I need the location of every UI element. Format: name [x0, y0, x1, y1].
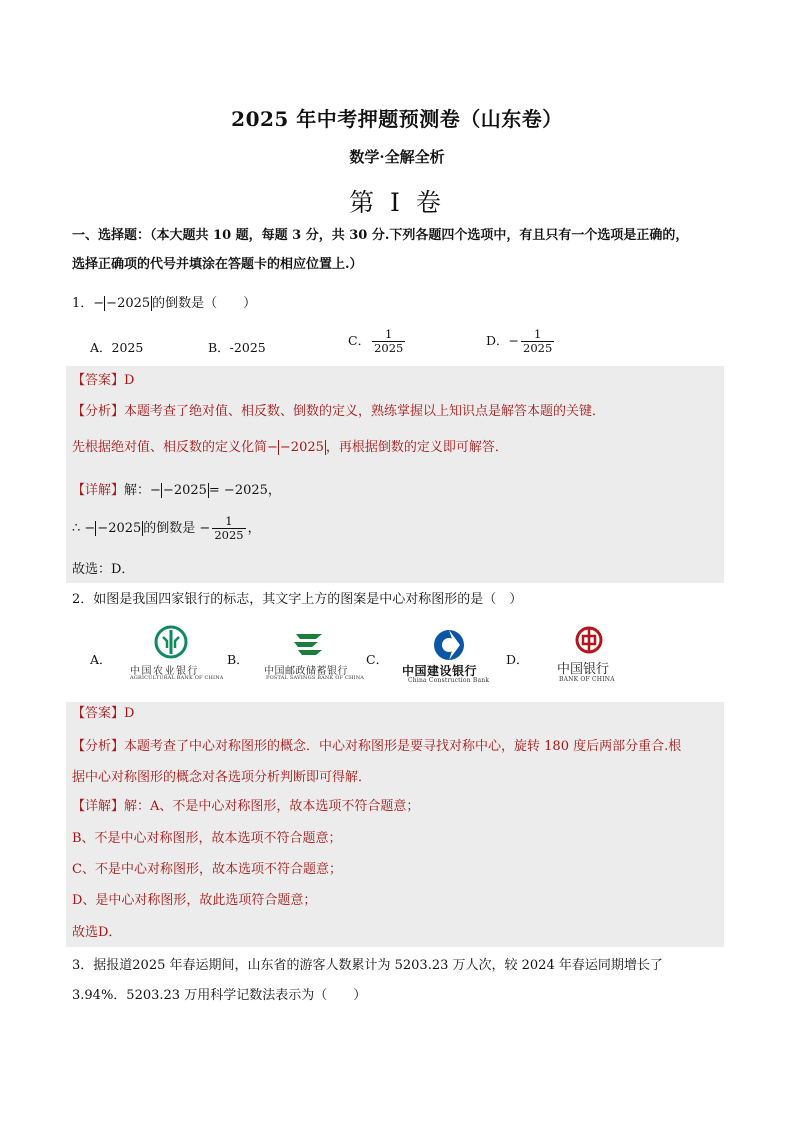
boc-logo-icon — [575, 626, 603, 654]
q2-analysis-2: 据中心对称图形的概念对各选项分析判断即可得解． — [72, 770, 372, 785]
q2-label-d: D． — [506, 652, 529, 667]
volume-heading: 第 I 卷 — [349, 188, 445, 217]
q2-detail-3: C、不是中心对称图形，故本选项不符合题意； — [72, 862, 342, 877]
q3-stem-line1: 3．据报道2025 年春运期间，山东省的游客人数累计为 5203.23 万人次，较 2024 年春运同期增长了 — [72, 958, 663, 973]
abc-logo-name: 中国农业银行 — [130, 666, 199, 677]
q1-option-d: D．− $\frac{1}{2025}$ — [486, 327, 553, 355]
abc-logo-sub: AGRICULTURAL BANK OF CHINA — [130, 675, 224, 681]
abc-logo-icon — [153, 624, 189, 660]
q2-detail-2: B、不是中心对称图形，故本选项不符合题意； — [72, 831, 342, 846]
q1-option-d-fraction: $\frac{1}{2025}$ — [523, 327, 553, 355]
ccb-logo-icon — [432, 628, 466, 662]
q3-stem-line2: 3.94%．5203.23 万用科学记数法表示为（ ） — [72, 988, 367, 1003]
q1-abs-value: −2025 — [106, 296, 151, 311]
q2-label-c: C． — [366, 652, 389, 667]
q2-label-a: A． — [90, 652, 112, 667]
q1-solution-box — [66, 366, 724, 583]
section-instructions-line1: 一、选择题：（本大题共 10 题，每题 3 分，共 30 分.下列各题四个选项中，有且只有一个选项是正确的， — [72, 228, 689, 243]
section-instructions-line2: 选择正确项的代号并填涂在答题卡的相应位置上.） — [72, 257, 363, 272]
q1-option-a: A．2025 — [90, 340, 144, 355]
q2-conclusion: 故选D． — [72, 925, 122, 940]
boc-logo-sub: BANK OF CHINA — [559, 676, 615, 683]
q1-detail-2: ∴ − −2025 的倒数是 − $\frac{1}{2025}$ ， — [72, 514, 261, 542]
q1-option-b: B．-2025 — [208, 340, 266, 355]
q2-detail-4: D、是中心对称图形，故此选项符合题意； — [72, 893, 317, 908]
ccb-logo-name: 中国建设银行 — [402, 664, 478, 678]
q2-answer: 【答案】D — [72, 706, 135, 721]
q2-stem: 2．如图是我国四家银行的标志，其文字上方的图案是中心对称图形的是（ ） — [72, 592, 523, 607]
psbc-logo-icon — [292, 630, 326, 658]
q1-analysis-2: 先根据绝对值、相反数的定义化简− −2025 ，再根据倒数的定义即可解答． — [72, 440, 508, 455]
q1-option-c: C． $\frac{1}{2025}$ — [348, 327, 404, 355]
page-subtitle: 数学·全解全析 — [349, 148, 445, 166]
q1-analysis: 【分析】本题考查了绝对值、相反数、倒数的定义，熟练掌握以上知识点是解答本题的关键． — [72, 404, 606, 419]
boc-logo-name: 中国银行 — [557, 662, 610, 677]
q2-analysis-1: 【分析】本题考查了中心对称图形的概念．中心对称图形是要寻找对称中心，旋转 180 度后两部分重合.根 — [72, 739, 682, 754]
page-title: 2025 年中考押题预测卷（山东卷） — [231, 107, 563, 131]
ccb-logo-sub: China Construction Bank — [408, 677, 490, 684]
q1-option-c-fraction: $\frac{1}{2025}$ — [374, 327, 404, 355]
q1-conclusion: 故选：D． — [72, 562, 135, 577]
q1-detail-fraction: $\frac{1}{2025}$ — [214, 514, 244, 542]
q1-stem: 1．− −2025 的倒数是（ ） — [72, 296, 257, 311]
q2-label-b: B． — [227, 652, 249, 667]
q1-answer: 【答案】D — [72, 373, 135, 388]
psbc-logo-name: 中国邮政储蓄银行 — [264, 666, 348, 677]
q2-detail-1: 【详解】解：A、不是中心对称图形，故本选项不符合题意； — [72, 799, 420, 814]
q1-detail-1: 【详解】解：− −2025 = −2025， — [72, 483, 281, 498]
psbc-logo-sub: POSTAL SAVINGS BANK OF CHINA — [266, 675, 365, 681]
